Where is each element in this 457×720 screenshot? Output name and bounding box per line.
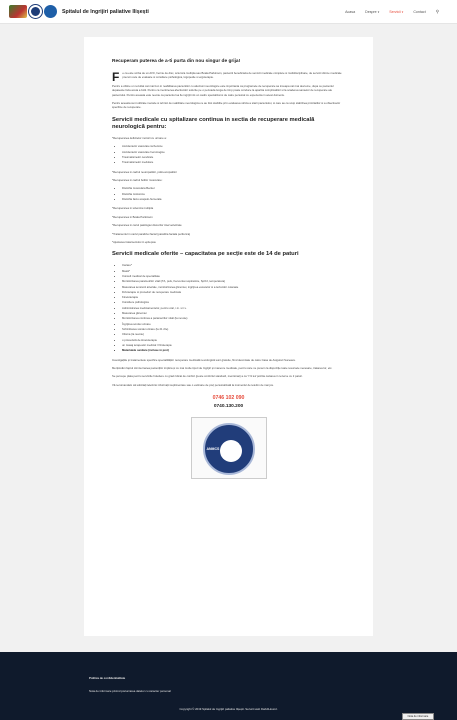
- list-item: • Consult medical de specialitate: [122, 275, 345, 279]
- dropcap: F: [112, 70, 120, 84]
- muscular-diseases-list: [122, 187, 345, 202]
- s1-extra-item: *Tratamentul in cazul paraliziei facial (paralizia faciala periferica): [112, 232, 191, 236]
- list-item: • Distrofia miotonica: [122, 193, 345, 197]
- accreditation-badge: [191, 417, 267, 479]
- list-item: • Schimbarea sondei urinare (la 21 zile): [122, 328, 345, 332]
- partner-logo: [44, 5, 57, 18]
- paragraph-1: Pentru a obtine un rezultat cat mai bun in reabilitarea pacientilor cu afectiuni neurologice este importanta ca programele de recuperare sa inceapa cat mai devreme, dupa ce pacientul depaseste faza acuta a bolii. Pentru ca mentinerea afectiunilor suferite pe o perioada lunga de timp poate conduce la aparitia complicatiilor si la scaderea sanselor de recuperare ale pacientului. Pentru aceasta este nevoie ca pacientul sa fie ingrijit intr-un cadru specializat si de catre personal cu experienta in acest domeniu.: [112, 84, 334, 97]
- nav-item-label: Servicii: [389, 10, 401, 14]
- page-title: Recuperam puterea de a-ti purta din nou singur de grija!: [112, 59, 241, 64]
- paragraph-6: Vă recomandam să solicitați telefonic informații suplimentare sau o estimare de preț personalizată la momentul de telefon de mai jos.: [112, 383, 274, 387]
- hospice-logo[interactable]: [9, 5, 27, 18]
- paragraph-3: Investigațiile și tratamentele specifice specialităților recuperare medicală neurologică sunt gratuite, fiind decontate de catre Casa de Asigurari Suceava.: [112, 358, 296, 362]
- copyright-text: Copyright © 2019 Spitalul de îngrijiri paliative Ilișești. Servicii web Dark4Hound.: [179, 707, 278, 711]
- list-item: • Masurarea glicemiei: [122, 312, 345, 316]
- data-notice-link[interactable]: Nota de informare privind prelucrarea datelor cu caracter personal: [89, 689, 171, 693]
- list-item: • Masă*: [122, 270, 345, 274]
- site-title[interactable]: Spitalul de îngrijiri paliative Ilișești: [62, 8, 149, 15]
- main-nav: [345, 9, 439, 15]
- privacy-policy-link[interactable]: Politica de confidentialitate: [89, 676, 126, 680]
- motor-deficits-list: [122, 145, 345, 165]
- list-item: • Monitorizarea continua a parametrilor vitali (la nevoie): [122, 317, 345, 321]
- badge-label: ANMCS: [206, 446, 220, 451]
- nav-item-label: Despre: [365, 10, 377, 14]
- s1-line-2: *Recuperarea in cadrul neuropatiilor, polineuropatiilor: [112, 170, 177, 174]
- list-item: • Accidentelor vasculare hemoragice: [122, 151, 345, 155]
- list-item: • Distrofia musculara Becker: [122, 187, 345, 191]
- intro-text: e ca este vorba de un AVC, hernie de disc, scleroza multipla sau Boala Parkinson, pacientii beneficiaza de servicii medicale complete si multidisciplinare, de servicii clinice medicale precum cele de evaluare si consiliere psihologica, logopedie si ergoterapie.: [122, 72, 342, 80]
- content-card: [84, 37, 373, 636]
- services-list: [122, 264, 345, 353]
- nav-item-servicii[interactable]: [389, 10, 403, 14]
- s1-extra-item: *Ajustarea tratamentului in epilepsie: [112, 240, 156, 244]
- list-item: • Distrofia facio-scapulo-humerala: [122, 198, 345, 202]
- paragraph-4: Menționăm faptul că internarea pacienților implica și cu mai multe tipuri de îngrijiri și manevre medicale, pentru care ne punem la dispoziție toate resursele necesare, tratarea lor, etc.: [112, 366, 333, 370]
- section-title-2: Servicii medicale oferite – capacitatea pe secție este de 14 de paturi: [112, 251, 299, 258]
- phone-number-primary[interactable]: 0746 102 090: [212, 395, 245, 402]
- nav-item-contact[interactable]: Contact: [413, 10, 426, 14]
- list-item: • Administrarea medicamentelor, pentru oral, i.m. si i.v.: [122, 307, 345, 311]
- list-item: • Traumatismelor medulare: [122, 161, 345, 165]
- intro-paragraph: [112, 70, 345, 84]
- search-icon[interactable]: ⚲: [435, 9, 439, 14]
- list-item: • Monitorizarea parametrilor vitali (TA, puls, frecventa respiratorie, SpO2, temperatura): [122, 280, 345, 284]
- anmcs-seal-icon: [203, 423, 255, 475]
- list-item: • Fizioterapie si proceduri de recuperare medicala: [122, 291, 345, 295]
- list-item: • Cazare*: [122, 264, 345, 268]
- paragraph-2: Pentru aceasta sunt utilizate metode si tehnici de reabilitare neurologica ce au fost stabilite prin evaluarea stricta a starii pacientului, si care au ca scop stabilirea prioritatilor si a obiectivelor specifice de recuperare.: [112, 102, 341, 110]
- nav-item-despre[interactable]: [365, 10, 379, 14]
- brand[interactable]: [9, 5, 149, 18]
- article: [112, 59, 345, 479]
- seal-inner: [220, 440, 242, 462]
- chevron-down-icon: ▾: [377, 10, 380, 14]
- cookie-notice-button[interactable]: Nota de informare: [402, 713, 434, 720]
- phone-number-secondary[interactable]: 0740.130.200: [213, 403, 244, 409]
- section-title-1: Servicii medicale cu spitalizare continua in sectia de recuperare medicală neurologică pentru:: [112, 116, 315, 130]
- s1-extra-item: *Recuperarea in Boala Parkinson: [112, 215, 153, 219]
- badge-level: II: [239, 440, 242, 446]
- list-item: • un masaj terapeutic medical / fizioterapie: [122, 344, 345, 348]
- association-logo: [29, 5, 42, 18]
- s1-extra-item: *Recuperarea in cazul patologiei discurilor intervertebrale: [112, 224, 182, 228]
- s1-intro: *Recuperarea deficitelor motorii cu urmare a:: [112, 136, 167, 140]
- s1-extra-item: *Recuperarea in scleroza multipla: [112, 207, 154, 211]
- site-footer: [0, 652, 457, 720]
- site-header: [0, 0, 457, 24]
- list-item: • Masurarea tensiunii arteriale, monitorizarea glicemiei, ingrijirea escarelor si a leziunilor cutanate: [122, 286, 345, 290]
- chevron-down-icon: ▾: [401, 10, 404, 14]
- list-item: • o procedură de kinetoterapie: [122, 339, 345, 343]
- paragraph-5: Se percepe plata pentru serviciile hoteliere cu grad ridicat de confort (peste confortul standard, mentionat) a ca '7-9 lei/ pozitia cazarea in rezerve cu 2 paturi.: [112, 375, 303, 379]
- list-item: • Materialele sanitare (incluse in pret): [122, 349, 345, 353]
- list-item: • Kinetoterapie: [122, 296, 345, 300]
- list-item: • Clisma (la nevoie): [122, 333, 345, 337]
- nav-item-acasa[interactable]: Acasa: [345, 10, 356, 14]
- list-item: • Îngrijirea sondei urinare: [122, 323, 345, 327]
- s1-line-3: *Recuperarea in cadrul bolilor musculare:: [112, 178, 163, 182]
- list-item: • Accidentelor vasculare ischemice: [122, 145, 345, 149]
- list-item: • Consiliere psihologica: [122, 301, 345, 305]
- list-item: • Traumatismelor cerebrale: [122, 156, 345, 160]
